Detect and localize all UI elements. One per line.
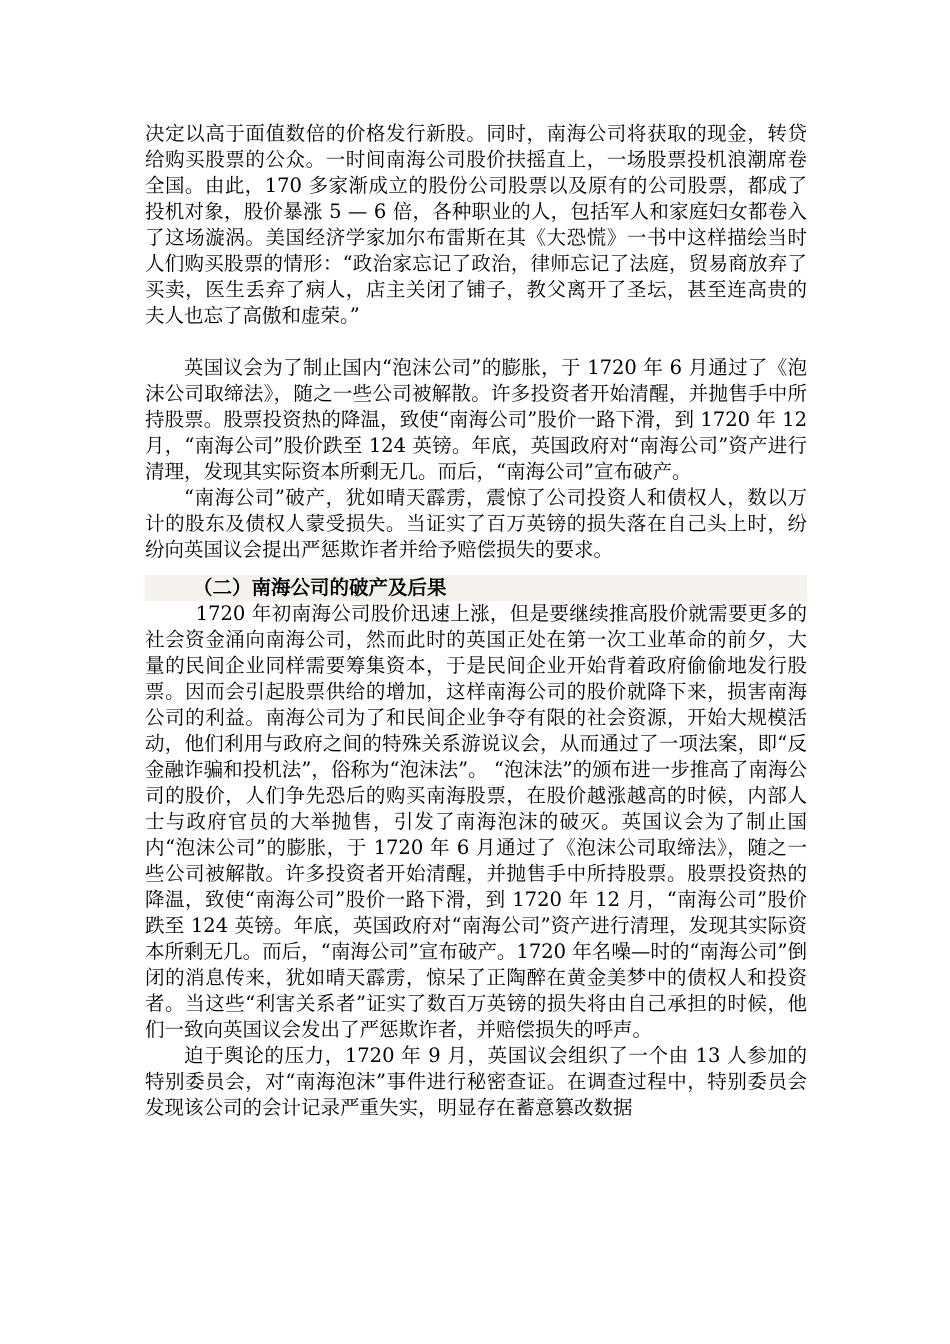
- section-heading: （二）南海公司的破产及后果: [145, 575, 807, 601]
- paragraph-speculation-frenzy: 决定以高于面值数倍的价格发行新股。同时，南海公司将获取的现金，转贷给购买股票的公众。一时间南海公司股价扶摇直上，一场股票投机浪潮席卷全国。由此，170 多家渐成立的股份公司股票以及原有的公司股票，都成了投机对象，股价暴涨 5 — 6 倍，各种职业的人，包括军人和家庭妇女都卷入了这场漩涡。美国经济学家加尔布雷斯在其《大恐慌》一书中这样描绘当时人们购买股票的情形：“政治家忘记了政治，律师忘记了法庭，贸易商放弃了买卖，医生丢弃了病人，店主关闭了铺子，教父离开了圣坛，甚至连高贵的夫人也忘了高傲和虚荣。”: [145, 122, 807, 327]
- paragraph-special-committee: 迫于舆论的压力，1720 年 9 月，英国议会组织了一个由 13 人参加的特别委员会，对“南海泡沫”事件进行秘密查证。在调查过程中，特别委员会发现该公司的会计记录严重失实，明显存在蓄意篡改数据: [145, 1044, 807, 1119]
- paragraph-bankruptcy-consequences: 1720 年初南海公司股价迅速上涨，但是要继续推高股价就需要更多的社会资金涌向南海公司，然而此时的英国正处在第一次工业革命的前夕，大量的民间企业同样需要筹集资本，于是民间企业开始背着政府偷偷地发行股票。因而会引起股票供给的增加，这样南海公司的股价就降下来，损害南海公司的利益。南海公司为了和民间企业争夺有限的社会资源，开始大规模活动，他们利用与政府之间的特殊关系游说议会，从而通过了一项法案，即“反金融诈骗和投机法”，俗称为“泡沫法”。 “泡沫法”的颁布进一步推高了南海公司的股价，人们争先恐后的购买南海股票，在股价越涨越高的时候，内部人士与政府官员的大举抛售，引发了南海泡沫的破灭。英国议会为了制止国内“泡沫公司”的膨胀，于 1720 年 6 月通过了《泡沫公司取缔法》，随之一些公司被解散。许多投资者开始清醒，并抛售手中所持股票。股票投资热的降温，致使“南海公司”股价一路下滑，到 1720 年 12 月，“南海公司”股价跌至 124 英镑。年底，英国政府对“南海公司”资产进行清理，发现其实际资本所剩无几。而后，“南海公司”宣布破产。1720 年名噪—时的“南海公司”倒闭的消息传来，犹如晴天霹雳，惊呆了正陶醉在黄金美梦中的债权人和投资者。当这些“利害关系者”证实了数百万英镑的损失将由自己承担的时候，他们一致向英国议会发出了严惩欺诈者，并赔偿损失的呼声。: [145, 602, 807, 1041]
- paragraph-spacer: [145, 329, 807, 355]
- document-body: [145, 121, 807, 1121]
- paragraph-spacer: [145, 563, 807, 575]
- paragraph-bubble-act: 英国议会为了制止国内“泡沫公司”的膨胀，于 1720 年 6 月通过了《泡沫公司取缔法》，随之一些公司被解散。许多投资者开始清醒，并抛售手中所持股票。股票投资热的降温，致使“南海公司”股价一路下滑，到 1720 年 12 月，“南海公司”股价跌至 124 英镑。年底，英国政府对“南海公司”资产进行清理，发现其实际资本所剩无几。而后，“南海公司”宣布破产。: [145, 356, 807, 483]
- paragraph-bankruptcy-shock: “南海公司”破产，犹如晴天霹雳，震惊了公司投资人和债权人，数以万计的股东及债权人蒙受损失。当证实了百万英镑的损失落在自己头上时，纷纷向英国议会提出严惩欺诈者并给予赔偿损失的要求。: [145, 486, 807, 561]
